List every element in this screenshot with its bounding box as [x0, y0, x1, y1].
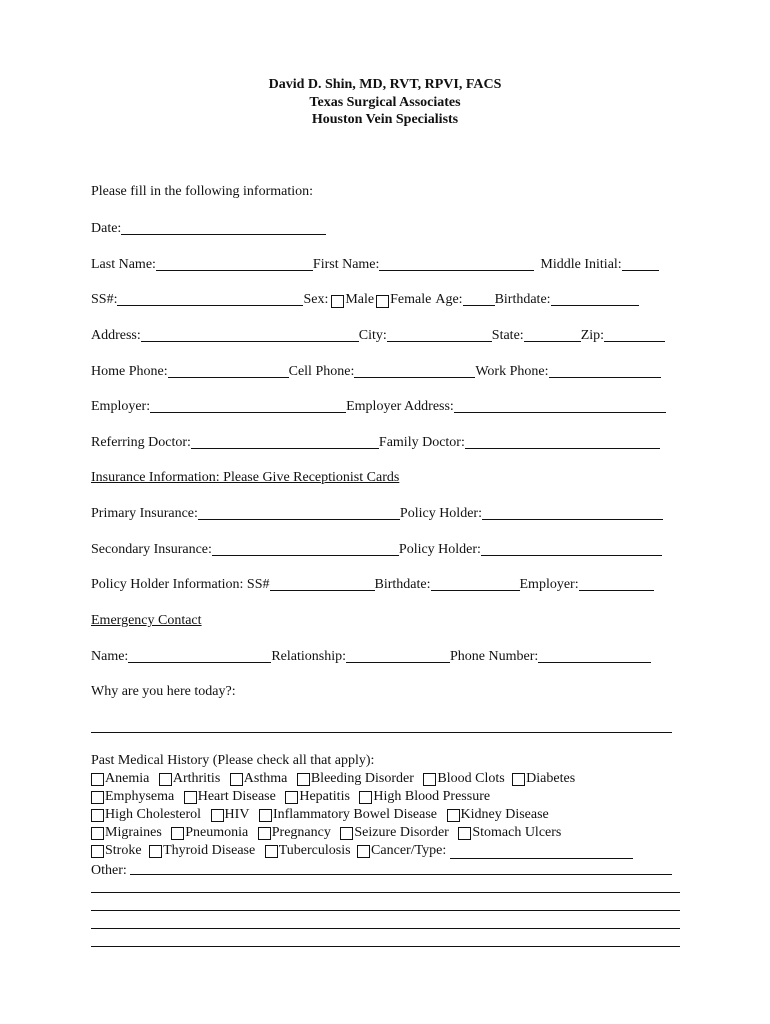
practice-header	[0, 76, 770, 129]
sex-label: Sex:	[303, 292, 329, 307]
middle-initial-label: Middle Initial:	[540, 257, 622, 272]
emergency-contact-row	[91, 645, 681, 665]
intro-text-row	[91, 180, 681, 200]
policy-holder-label: Policy Holder:	[399, 506, 482, 521]
inflammatory-bowel-disease-label: Inflammatory Bowel Disease	[272, 807, 437, 822]
thyroid-disease-option[interactable]	[149, 842, 255, 860]
city-field[interactable]	[387, 326, 492, 342]
primary-insurance-label: Primary Insurance:	[91, 506, 198, 521]
other-row	[91, 860, 672, 880]
home-phone-label: Home Phone:	[91, 364, 168, 379]
pneumonia-label: Pneumonia	[185, 825, 249, 840]
other-answer-line-4[interactable]	[91, 946, 680, 947]
ss-sex-row	[91, 288, 681, 308]
stomach-ulcers-label: Stomach Ulcers	[472, 825, 562, 840]
asthma-label: Asthma	[243, 771, 288, 786]
asthma-option[interactable]	[230, 770, 288, 788]
secondary-policy-holder-field[interactable]	[481, 540, 662, 556]
policy-holder-birthdate-label: Birthdate:	[374, 577, 431, 592]
middle-initial-field[interactable]	[622, 255, 659, 271]
age-field[interactable]	[463, 290, 495, 306]
cell-phone-field[interactable]	[354, 362, 475, 378]
female-label: Female	[390, 292, 432, 307]
stomach-ulcers-checkbox[interactable]	[458, 827, 471, 840]
kidney-disease-checkbox[interactable]	[447, 809, 460, 822]
migraines-checkbox[interactable]	[91, 827, 104, 840]
home-phone-field[interactable]	[168, 362, 289, 378]
high-cholesterol-checkbox[interactable]	[91, 809, 104, 822]
primary-insurance-row	[91, 502, 681, 522]
high-cholesterol-label: High Cholesterol	[105, 807, 202, 822]
employer-address-label: Employer Address:	[346, 399, 454, 414]
diabetes-option[interactable]	[512, 770, 575, 788]
address-row	[91, 324, 681, 344]
high-blood-pressure-checkbox[interactable]	[359, 791, 372, 804]
hepatitis-option[interactable]	[285, 788, 350, 806]
policy-holder-ss-label: Policy Holder Information: SS#	[91, 577, 270, 592]
emergency-heading: Emergency Contact	[91, 613, 202, 628]
cancer-checkbox[interactable]	[357, 845, 370, 858]
doctor-row	[91, 431, 681, 451]
inflammatory-bowel-disease-checkbox[interactable]	[259, 809, 272, 822]
emergency-phone-label: Phone Number:	[450, 649, 539, 664]
high-cholesterol-option[interactable]	[91, 806, 201, 824]
intro-text: Please fill in the following information:	[91, 184, 314, 199]
city-label: City:	[358, 328, 387, 343]
hepatitis-checkbox[interactable]	[285, 791, 298, 804]
emergency-phone-field[interactable]	[538, 647, 651, 663]
blood-clots-label: Blood Clots	[437, 771, 505, 786]
pneumonia-option[interactable]	[171, 824, 248, 842]
emergency-name-label: Name:	[91, 649, 129, 664]
policy-holder-ss-field[interactable]	[270, 575, 375, 591]
kidney-disease-option[interactable]	[447, 806, 549, 824]
family-doctor-label: Family Doctor:	[378, 435, 465, 450]
work-phone-label: Work Phone:	[475, 364, 549, 379]
heart-disease-label: Heart Disease	[197, 789, 276, 804]
zip-field[interactable]	[604, 326, 665, 342]
other-answer-line-3[interactable]	[91, 928, 680, 929]
cancer-option[interactable]	[357, 842, 446, 860]
arthritis-label: Arthritis	[172, 771, 221, 786]
stroke-checkbox[interactable]	[91, 845, 104, 858]
policy-holder-info-row	[91, 573, 681, 593]
address-label: Address:	[91, 328, 141, 343]
birthdate-label: Birthdate:	[494, 292, 551, 307]
blood-clots-checkbox[interactable]	[423, 773, 436, 786]
family-doctor-field[interactable]	[465, 433, 660, 449]
employer-address-field[interactable]	[454, 397, 666, 413]
last-name-field[interactable]	[156, 255, 313, 271]
high-blood-pressure-option[interactable]	[359, 788, 490, 806]
policy-holder-birthdate-field[interactable]	[431, 575, 520, 591]
policy-holder-employer-field[interactable]	[579, 575, 654, 591]
primary-insurance-field[interactable]	[198, 504, 400, 520]
seizure-disorder-option[interactable]	[340, 824, 448, 842]
insurance-heading-row	[91, 466, 681, 486]
cell-phone-label: Cell Phone:	[288, 364, 355, 379]
diabetes-checkbox[interactable]	[512, 773, 525, 786]
emphysema-label: Emphysema	[105, 789, 175, 804]
emergency-heading-row	[91, 609, 681, 629]
thyroid-disease-label: Thyroid Disease	[163, 843, 256, 858]
blood-clots-option[interactable]	[423, 770, 504, 788]
male-checkbox[interactable]	[331, 295, 344, 308]
date-label: Date:	[91, 221, 122, 236]
cancer-type-field[interactable]	[450, 844, 633, 859]
other-answer-line-1[interactable]	[91, 892, 680, 893]
employer-field[interactable]	[150, 397, 346, 413]
policy-holder-employer-label: Employer:	[519, 577, 579, 592]
migraines-label: Migraines	[105, 825, 162, 840]
bleeding-disorder-checkbox[interactable]	[297, 773, 310, 786]
heart-disease-checkbox[interactable]	[184, 791, 197, 804]
migraines-option[interactable]	[91, 824, 162, 842]
stroke-label: Stroke	[105, 843, 142, 858]
hiv-label: HIV	[224, 807, 250, 822]
hiv-checkbox[interactable]	[211, 809, 224, 822]
pneumonia-checkbox[interactable]	[171, 827, 184, 840]
kidney-disease-label: Kidney Disease	[460, 807, 549, 822]
seizure-disorder-label: Seizure Disorder	[354, 825, 449, 840]
tuberculosis-option[interactable]	[265, 842, 351, 860]
inflammatory-bowel-disease-option[interactable]	[259, 806, 437, 824]
anemia-label: Anemia	[105, 771, 150, 786]
pregnancy-label: Pregnancy	[271, 825, 331, 840]
stomach-ulcers-option[interactable]	[458, 824, 561, 842]
state-label: State:	[491, 328, 524, 343]
physician-name: David D. Shin, MD, RVT, RPVI, FACS	[268, 77, 502, 92]
high-blood-pressure-label: High Blood Pressure	[373, 789, 491, 804]
ss-field[interactable]	[117, 290, 303, 306]
referring-doctor-label: Referring Doctor:	[91, 435, 191, 450]
bleeding-disorder-label: Bleeding Disorder	[310, 771, 414, 786]
secondary-insurance-field[interactable]	[212, 540, 399, 556]
pregnancy-option[interactable]	[258, 824, 331, 842]
employer-row	[91, 395, 681, 415]
relationship-label: Relationship:	[271, 649, 346, 664]
arthritis-checkbox[interactable]	[159, 773, 172, 786]
tuberculosis-label: Tuberculosis	[278, 843, 351, 858]
ss-label: SS#:	[91, 292, 118, 307]
state-field[interactable]	[524, 326, 581, 342]
pregnancy-checkbox[interactable]	[258, 827, 271, 840]
other-field[interactable]	[130, 860, 672, 875]
cancer-type-label: Cancer/Type:	[371, 843, 447, 858]
seizure-disorder-checkbox[interactable]	[340, 827, 353, 840]
age-label: Age:	[435, 292, 463, 307]
thyroid-disease-checkbox[interactable]	[149, 845, 162, 858]
reason-row	[91, 680, 681, 700]
name-row	[91, 253, 681, 273]
heart-disease-option[interactable]	[184, 788, 276, 806]
insurance-heading: Insurance Information: Please Give Receptionist Cards	[91, 470, 400, 485]
other-label: Other:	[91, 863, 127, 878]
hiv-option[interactable]	[211, 806, 250, 824]
policy-holder-field[interactable]	[482, 504, 663, 520]
date-row	[91, 217, 681, 237]
female-checkbox[interactable]	[376, 295, 389, 308]
arthritis-option[interactable]	[159, 770, 220, 788]
anemia-option[interactable]	[91, 770, 149, 788]
phone-row	[91, 360, 681, 380]
practice-name: Texas Surgical Associates	[309, 94, 461, 110]
tuberculosis-checkbox[interactable]	[265, 845, 278, 858]
diabetes-label: Diabetes	[526, 771, 576, 786]
clinic-name: Houston Vein Specialists	[311, 112, 459, 127]
zip-label: Zip:	[580, 328, 605, 343]
birthdate-field[interactable]	[551, 290, 639, 306]
hepatitis-label: Hepatitis	[299, 789, 350, 804]
address-field[interactable]	[141, 326, 359, 342]
emphysema-option[interactable]	[91, 788, 174, 806]
first-name-label: First Name:	[312, 257, 380, 272]
referring-doctor-field[interactable]	[191, 433, 379, 449]
emphysema-checkbox[interactable]	[91, 791, 104, 804]
other-answer-line-2[interactable]	[91, 910, 680, 911]
work-phone-field[interactable]	[549, 362, 661, 378]
last-name-label: Last Name:	[91, 257, 156, 272]
date-field[interactable]	[121, 219, 326, 235]
anemia-checkbox[interactable]	[91, 773, 104, 786]
secondary-insurance-label: Secondary Insurance:	[91, 542, 212, 557]
emergency-name-field[interactable]	[128, 647, 271, 663]
reason-label: Why are you here today?:	[91, 684, 236, 699]
relationship-field[interactable]	[346, 647, 450, 663]
stroke-option[interactable]	[91, 842, 142, 860]
employer-label: Employer:	[91, 399, 151, 414]
asthma-checkbox[interactable]	[230, 773, 243, 786]
bleeding-disorder-option[interactable]	[297, 770, 414, 788]
first-name-field[interactable]	[379, 255, 534, 271]
reason-answer-line[interactable]	[91, 732, 672, 733]
secondary-insurance-row	[91, 538, 681, 558]
secondary-policy-holder-label: Policy Holder:	[398, 542, 481, 557]
male-label: Male	[345, 292, 375, 307]
medical-history-heading: Past Medical History (Please check all that apply):	[91, 753, 375, 768]
